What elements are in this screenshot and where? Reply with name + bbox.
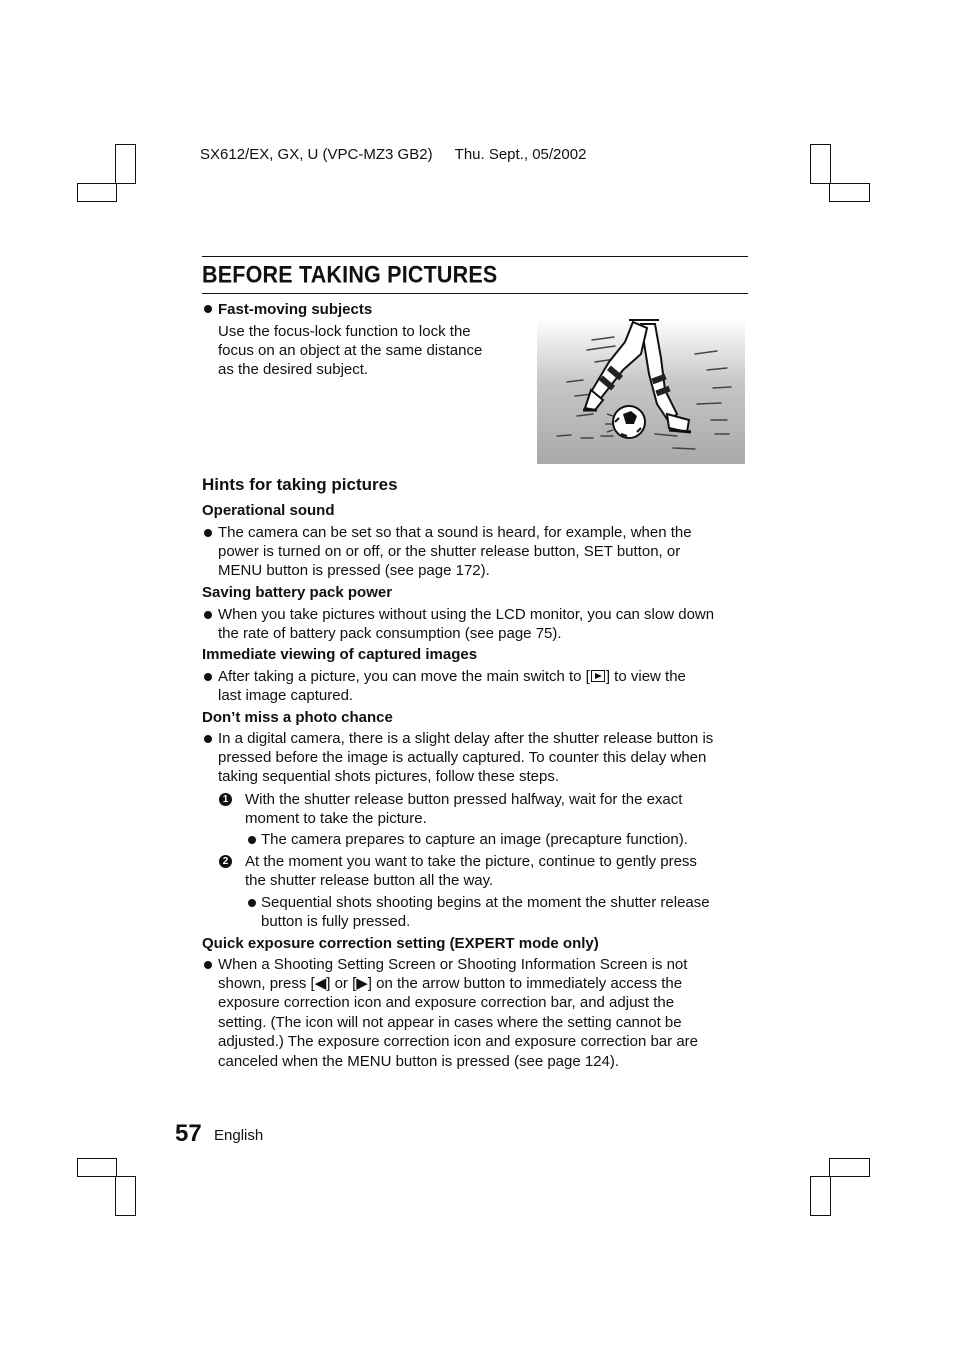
crop-mark [829,1158,870,1177]
body-line: When you take pictures without using the LCD monitor, you can slow down [218,606,715,623]
bullet-icon [248,899,256,907]
title-rule-top [202,256,748,257]
title-rule-bottom [202,293,748,294]
body-line: taking sequential shots pictures, follow these steps. [218,768,560,785]
crop-mark [77,1158,117,1177]
step-line: the shutter release button all the way. [245,872,494,889]
bullet-icon [248,836,256,844]
crop-mark [115,1176,136,1216]
immediate-text-post: ] to view the [605,668,686,685]
section-title: BEFORE TAKING PICTURES [202,261,498,288]
bullet-icon [204,529,212,537]
immediate-text-pre: After taking a picture, you can move the main switch to [ [218,668,590,685]
step-line: At the moment you want to take the picture, continue to gently press [245,853,697,870]
fast-moving-line: as the desired subject. [218,361,369,378]
fast-moving-heading: Fast-moving subjects [218,301,373,318]
step-sub-line: Sequential shots shooting begins at the moment the shutter release [261,894,710,911]
body-line: power is turned on or off, or the shutter release button, SET button, or [218,543,681,560]
bullet-icon [204,961,212,969]
crop-mark [829,183,870,202]
doc-id: SX612/EX, GX, U (VPC-MZ3 GB2) [200,146,433,163]
step-sub-line: button is fully pressed. [261,913,411,930]
step-sub-line: The camera prepares to capture an image (precapture function). [261,831,688,848]
step-number-badge: 1 [219,793,232,806]
soccer-illustration-icon [537,318,745,464]
step-line: With the shutter release button pressed halfway, wait for the exact [245,791,683,808]
body-line [218,667,686,686]
body-line: the rate of battery pack consumption (see page 75). [218,625,562,642]
step-line: moment to take the picture. [245,810,427,827]
immediate-viewing-heading: Immediate viewing of captured images [202,646,478,663]
body-line: adjusted.) The exposure correction icon and exposure correction bar are [218,1033,698,1050]
body-line: In a digital camera, there is a slight delay after the shutter release button is [218,730,714,747]
fast-moving-line: focus on an object at the same distance [218,342,483,359]
doc-date: Thu. Sept., 05/2002 [454,146,587,163]
bullet-icon [204,673,212,681]
quick-exposure-heading: Quick exposure correction setting (EXPERT mode only) [202,935,599,952]
fast-moving-line: Use the focus-lock function to lock the [218,323,471,340]
crop-mark [77,183,117,202]
language-label: English [214,1127,264,1144]
body-line: setting. (The icon will not appear in cases where the setting cannot be [218,1014,682,1031]
bullet-icon [204,735,212,743]
battery-heading: Saving battery pack power [202,584,393,601]
body-line: When a Shooting Setting Screen or Shooting Information Screen is not [218,956,688,973]
body-line: canceled when the MENU button is pressed (see page 124). [218,1053,620,1070]
crop-mark [115,144,136,184]
crop-mark [810,144,831,184]
step-number-badge: 2 [219,855,232,868]
photo-chance-heading: Don’t miss a photo chance [202,709,393,726]
hints-title: Hints for taking pictures [202,475,398,494]
body-line: exposure correction icon and exposure correction bar, and adjust the [218,994,675,1011]
crop-mark [810,1176,831,1216]
bullet-icon [204,305,212,313]
body-line: MENU button is pressed (see page 172). [218,562,490,579]
operational-sound-heading: Operational sound [202,502,335,519]
bullet-icon [204,611,212,619]
document-header [200,146,586,163]
body-line: The camera can be set so that a sound is heard, for example, when the [218,524,692,541]
page-number: 57 [175,1120,202,1147]
play-mode-icon [591,670,605,682]
body-line: last image captured. [218,687,354,704]
body-line: shown, press [◀] or [▶] on the arrow button to immediately access the [218,975,683,992]
body-line: pressed before the image is actually captured. To counter this delay when [218,749,707,766]
